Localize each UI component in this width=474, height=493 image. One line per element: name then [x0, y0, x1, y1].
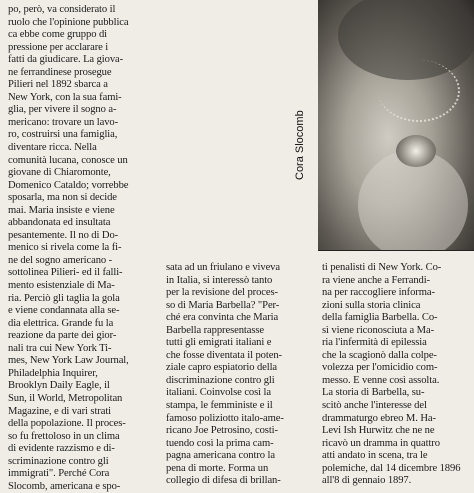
text-line: polemiche, dal 14 dicembre 1896 [322, 462, 461, 474]
text-line: pena di morte. Forma un [166, 462, 269, 474]
text-line: mes, New York Law Journal, [8, 355, 129, 367]
text-line: ra viene anche a Ferrandi- [322, 274, 430, 286]
text-line: dia elettrica. Grande fu la [8, 317, 114, 329]
text-line: e viene condannata alla se- [8, 305, 120, 317]
text-line: che la scagionò dalla colpe- [322, 349, 437, 361]
article-column-1 [8, 4, 158, 493]
text-line: New York, con la sua fami- [8, 91, 122, 103]
text-line: comunità lucana, conosce un [8, 154, 128, 166]
article-column-3 [322, 262, 470, 488]
text-line: Slocomb, americana e spo- [8, 480, 121, 492]
text-line: so fu frettoloso in un clima [8, 430, 120, 442]
text-line: sposarla, ma non si decide [8, 192, 117, 204]
text-line: pesantemente. Il no di Do- [8, 229, 119, 241]
photo-corsage [396, 135, 436, 167]
photo-necklace [378, 60, 460, 122]
text-line: sata ad un friulano e viveva [166, 262, 280, 273]
text-line: discriminazione contro gli [166, 374, 275, 386]
text-line: famoso poliziotto italo-ame- [166, 412, 284, 424]
text-line: sottolinea Pilieri- ed il falli- [8, 267, 123, 279]
text-line: Domenico Cataldo; vorrebbe [8, 179, 129, 191]
text-line: giovane di Chiaromonte, [8, 167, 111, 179]
text-line: abbandonata ed insultata [8, 217, 111, 229]
text-line: della popolazione. Il proces- [8, 418, 126, 430]
text-line: che fosse diventata il poten- [166, 349, 282, 361]
text-line: Philadelphia Inquirer, [8, 367, 98, 379]
text-line: ca ebbe come gruppo di [8, 29, 107, 41]
text-line: ro, costruirsi una famiglia, [8, 129, 118, 141]
text-line: di evidente razzismo e di- [8, 443, 115, 455]
text-line: Magazine, e di vari strati [8, 405, 112, 417]
text-line: mai. Maria insiste e viene [8, 204, 115, 216]
text-line: Sun, il World, Metropolitan [8, 392, 123, 404]
text-line: nali tra cui New York Ti- [8, 342, 112, 354]
text-line: atti andato in scena, tra le [322, 450, 428, 462]
text-line: collegio di difesa di brillan- [166, 475, 281, 487]
text-line: mericano: trovare un lavo- [8, 116, 119, 128]
text-line: reazione da parte dei gior- [8, 330, 117, 342]
article-column-2 [166, 262, 316, 488]
photo-bottom-rule [318, 250, 474, 251]
text-line: zioni sulla storia clinica [322, 299, 421, 311]
text-line: so di Maria Barbella? "Per- [166, 299, 280, 311]
text-line: ne ferrandinese prosegue [8, 66, 112, 78]
text-line: ti penalisti di New York. Co- [322, 262, 442, 273]
text-line: immigrati". Perché Cora [8, 468, 110, 480]
text-line: menico si rivela come la fi- [8, 242, 122, 254]
text-line: Barbella rappresentasse [166, 324, 264, 336]
text-line: tuendo così la prima cam- [166, 437, 274, 449]
text-line: messo. E venne così assolta. [322, 374, 440, 386]
text-line: mento esistenziale di Ma- [8, 280, 115, 292]
text-line: italiani. Coinvolse così la [166, 387, 271, 399]
text-line: ria l'infermità di epilessia [322, 337, 427, 349]
text-line: scitò anche l'interesse del [322, 400, 427, 412]
text-line: La storia di Barbella, su- [322, 387, 425, 399]
text-line: all'8 di gennaio 1897. [322, 475, 412, 487]
text-line: volezza per l'omicidio com- [322, 362, 438, 374]
text-line: scriminazione contro gli [8, 455, 109, 467]
text-line: ziale capro espiatorio della [166, 362, 278, 374]
photo-caption: Cora Slocomb [294, 110, 306, 180]
text-line: tutti gli emigrati italiani e [166, 337, 272, 349]
text-line: Levi Ish Hurwitz che ne ne [322, 425, 435, 437]
text-line: ria. Perciò gli taglia la gola [8, 292, 120, 304]
text-line: ricavò un dramma in quattro [322, 437, 440, 449]
text-line: stampa, le femministe e il [166, 400, 273, 412]
portrait-photo [318, 0, 474, 250]
text-line: sì viene riconosciuta a Ma- [322, 324, 435, 336]
text-line: pressione per acclarare i [8, 41, 109, 53]
text-line: fatti da giudicare. La giova- [8, 54, 124, 66]
text-line: Pilieri nel 1892 sbarca a [8, 79, 108, 91]
text-line: po, però, va considerato il [8, 4, 116, 15]
text-line: ché era convinta che Maria [166, 312, 279, 324]
text-line: glia, per vivere il sogno a- [8, 104, 117, 116]
text-line: na per raccogliere informa- [322, 287, 435, 299]
text-line: pagna americana contro la [166, 450, 275, 462]
text-line: ricano Joe Petrosino, costi- [166, 425, 278, 437]
text-line: ruolo che l'opinione pubblica [8, 16, 129, 28]
text-line: per la revisione del proces- [166, 287, 278, 299]
text-line: in Italia, si interessò tanto [166, 274, 273, 286]
text-line: Brooklyn Daily Eagle, il [8, 380, 110, 392]
text-line: ne del sogno americano - [8, 254, 113, 266]
text-line: diventare ricca. Nella [8, 142, 97, 154]
text-line: drammaturgo ebreo M. Ha- [322, 412, 436, 424]
text-line: della famiglia Barbella. Co- [322, 312, 438, 324]
